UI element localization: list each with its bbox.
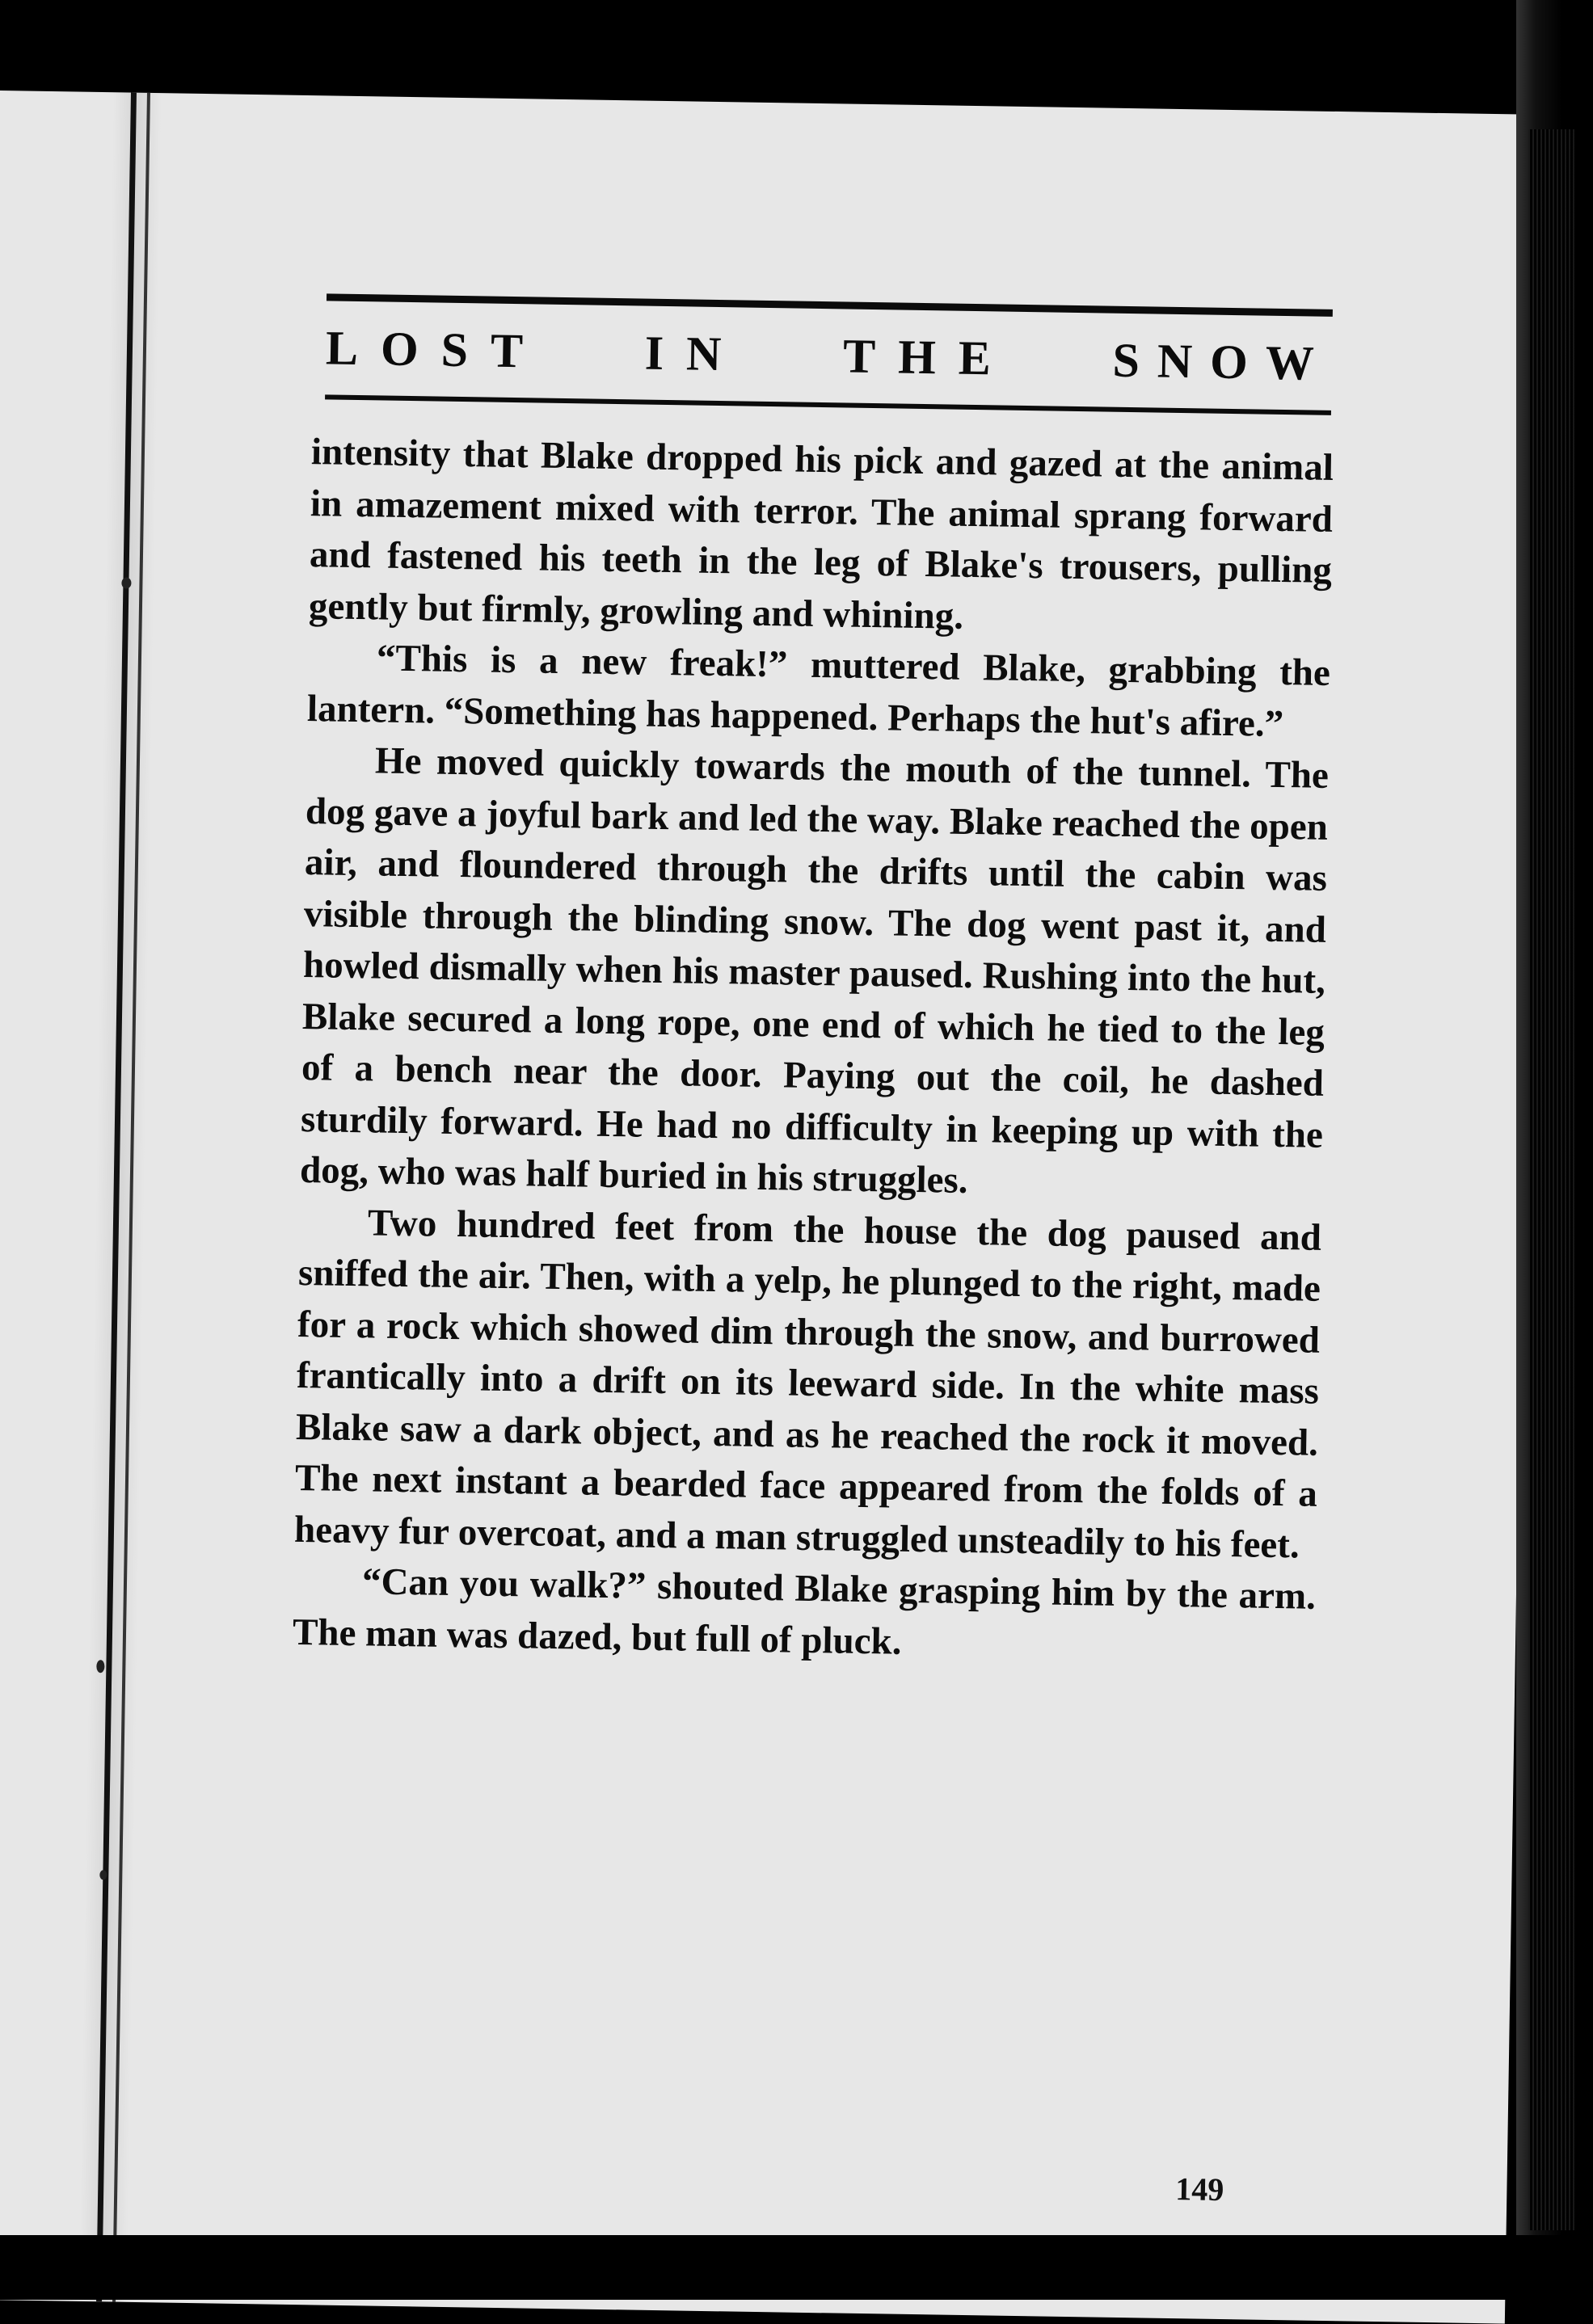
paragraph: Two hundred feet from the house the dog paused and sniffed the air. Then, with a yelp, he plunged to the right, made for a rock which showed dim through the snow, and burrowed frantically into a drift on its leeward side. In the white mass Blake saw a dark object, and as he reached the rock it moved. The next instant a bearded face appeared from the folds of a heavy fur overcoat, and a man struggled unsteadily to his feet.	[293, 1201, 1322, 1566]
paragraph: He moved quickly towards the mouth of the tunnel. The dog gave a joyful bark and led the way. Blake reached the open air, and floundered through the drifts until the cabin was visible through the blinding snow. The dog went past it, and howled dismally when his master paused. Rushing into the hut, Blake secured a long rope, one end of which he tied to the leg of a bench near the door. Paying out the coil, he dashed sturdily forward. He had no difficulty in keeping up with the dog, who was half buried in his struggles.	[299, 739, 1330, 1202]
running-head-word: IN	[644, 326, 744, 381]
book-page	[0, 91, 1540, 2324]
page-number: 149	[1175, 2170, 1224, 2208]
running-head-word: LOST	[325, 321, 546, 378]
paragraph: “This is a new freak!” muttered Blake, grabbing the lantern. “Something has happened. Perhaps the hut's afire.”	[306, 637, 1331, 745]
scan-top-border	[0, 0, 1593, 97]
page-stack-lines	[1528, 129, 1577, 2230]
paragraph: intensity that Blake dropped his pick and gazed at the animal in amazement mixed with terror. The animal sprang forward and fastened his teeth in the leg of Blake's trousers, pulling gently but firmly, growling and whining.	[308, 431, 1334, 638]
running-head	[325, 320, 1332, 392]
running-head-word: SNOW	[1112, 333, 1333, 390]
scan-bottom-border	[0, 2235, 1593, 2300]
running-head-rule-bottom	[325, 394, 1331, 415]
body-text	[293, 427, 1334, 1674]
running-head-rule-top	[327, 293, 1333, 317]
running-head-word: THE	[842, 329, 1014, 385]
paragraph: “Can you walk?” shouted Blake grasping him by the arm. The man was dazed, but full of pluck.	[292, 1560, 1317, 1663]
